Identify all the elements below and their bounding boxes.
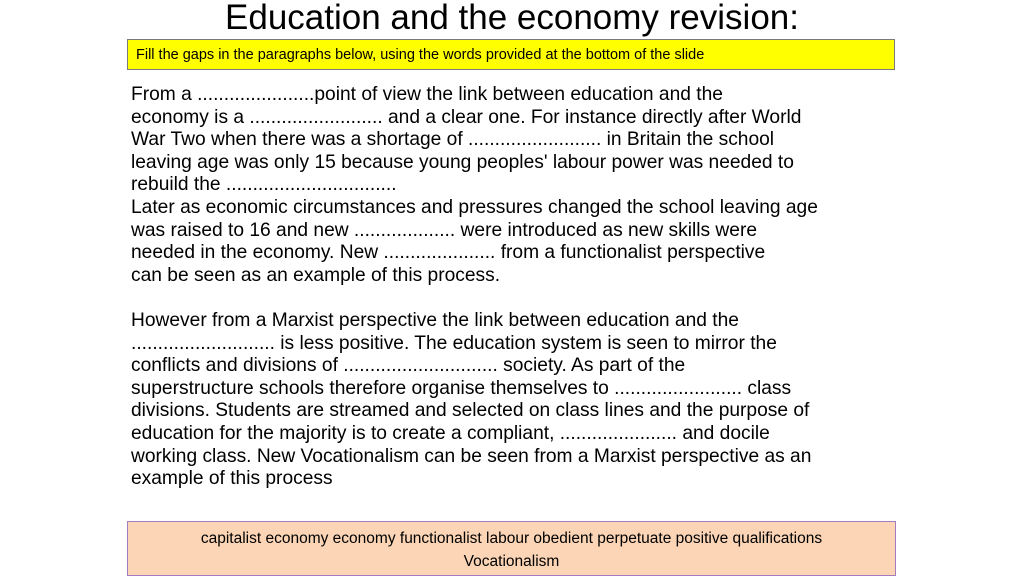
word-bank [127, 521, 896, 576]
paragraph-line: economy is a ......................... and a clear one. For instance directly after World [131, 106, 802, 128]
paragraph-line: can be seen as an example of this process. [131, 264, 501, 286]
paragraph-line: divisions. Students are streamed and selected on class lines and the purpose of [131, 400, 810, 422]
paragraph-line: working class. New Vocationalism can be seen from a Marxist perspective as an [131, 445, 812, 467]
paragraph-line: education for the majority is to create a compliant, ...................... and docile [131, 422, 770, 444]
paragraph-line: needed in the economy. New ..................... from a functionalist perspective [131, 242, 766, 264]
slide-title: Education and the economy revision: [225, 0, 799, 37]
paragraph-line: leaving age was only 15 because young peoples' labour power was needed to [131, 151, 794, 173]
instruction-box [127, 39, 895, 70]
paragraph-line: Later as economic circumstances and pressures changed the school leaving age [131, 196, 818, 218]
paragraph-line: conflicts and divisions of ............................. society. As part of the [131, 355, 686, 377]
paragraph-line: ........................... is less positive. The education system is seen to mirror the [131, 332, 777, 354]
paragraph-line: However from a Marxist perspective the link between education and the [131, 309, 739, 331]
paragraph-line: example of this process [131, 468, 333, 490]
paragraph-line: War Two when there was a shortage of ......................... in Britain the school [131, 129, 775, 151]
paragraph-line: rebuild the ................................ [131, 174, 397, 196]
paragraph-line: From a ......................point of view the link between education and the [131, 84, 723, 105]
paragraph-marxist [131, 310, 891, 491]
paragraph-line: was raised to 16 and new ................... were introduced as new skills were [131, 219, 758, 241]
instruction-text: Fill the gaps in the paragraphs below, using the words provided at the bottom of the slide [136, 47, 705, 63]
word-bank-line: capitalist economy economy functionalist labour obedient perpetuate positive qualifications [200, 530, 823, 547]
gap-fill-text [131, 84, 891, 491]
word-bank-line: Vocationalism [463, 553, 560, 570]
paragraph-functionalist [131, 84, 891, 287]
paragraph-line: superstructure schools therefore organise themselves to ........................ class [131, 377, 792, 399]
